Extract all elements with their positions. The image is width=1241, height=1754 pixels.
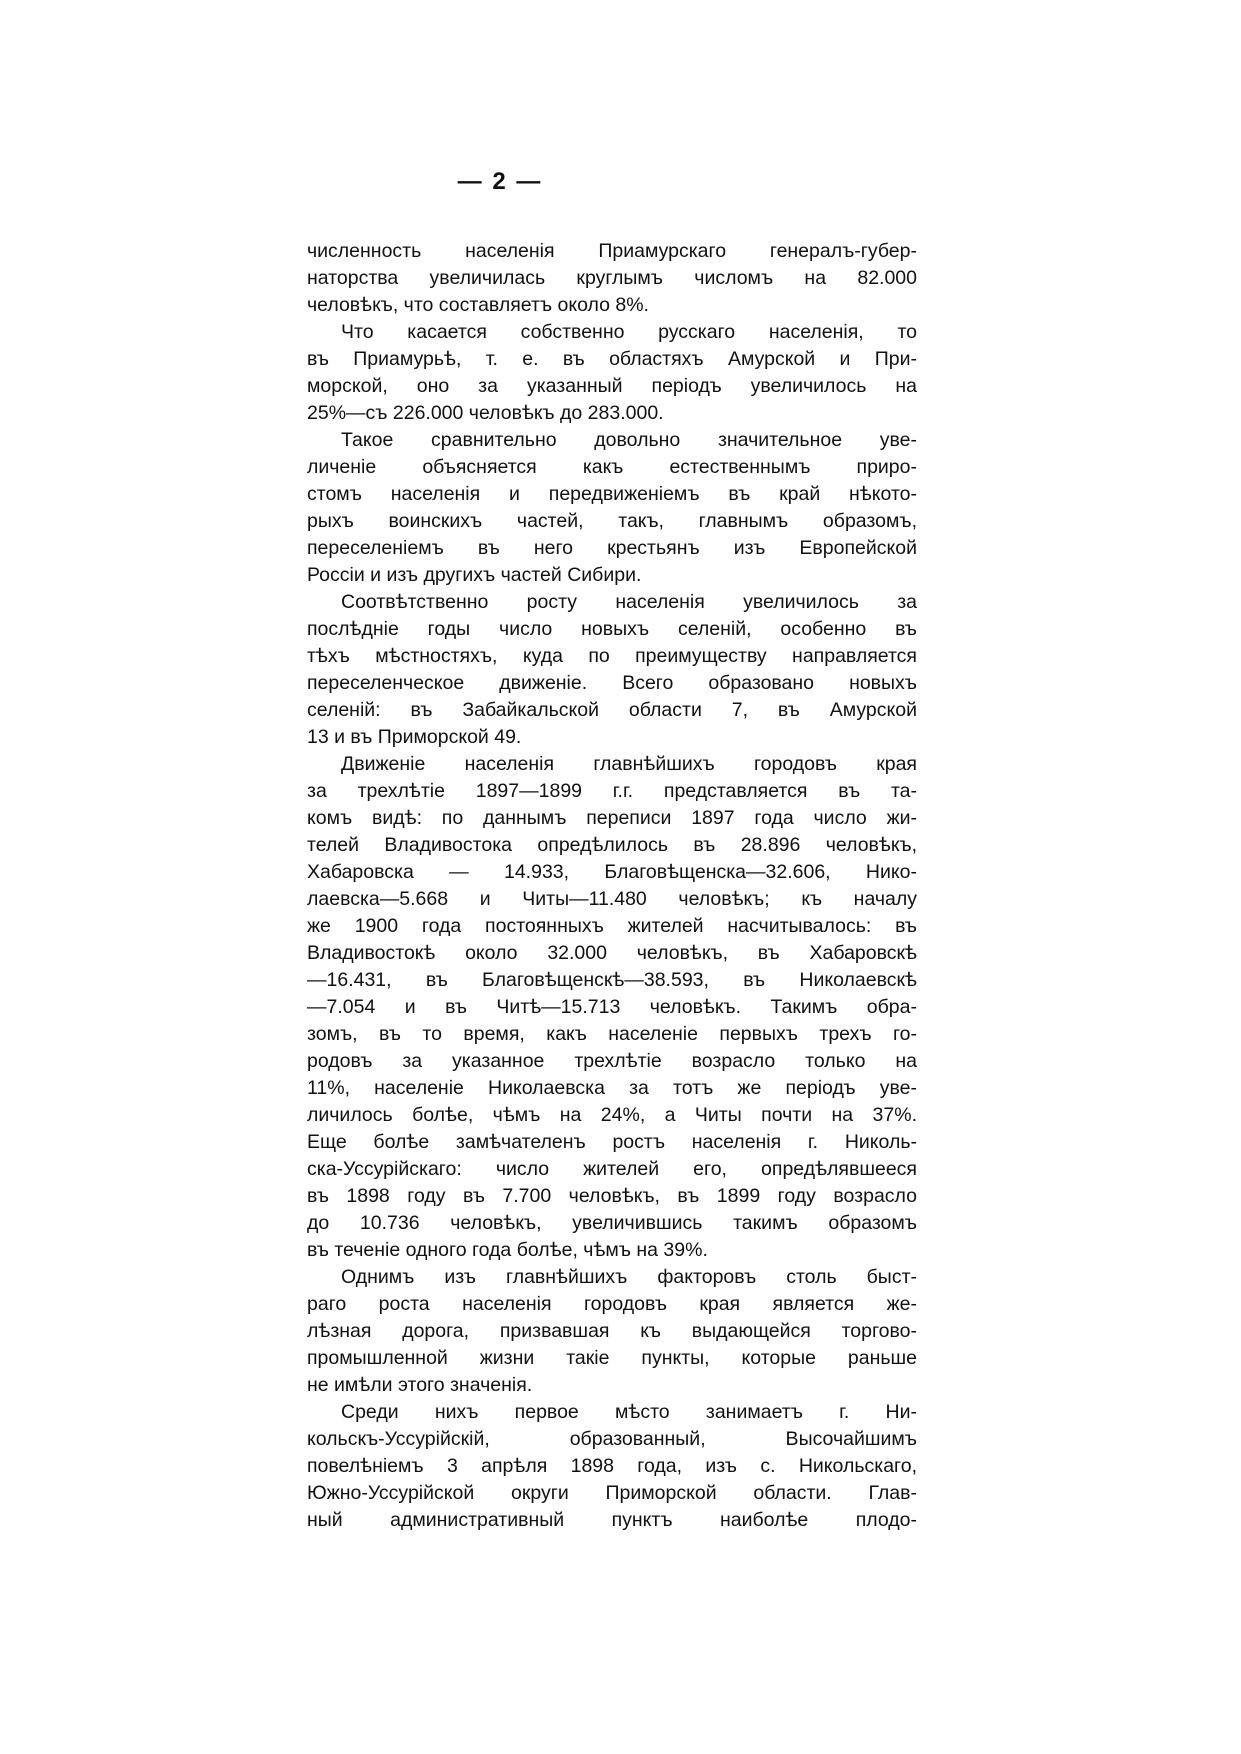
text-line: Владивостокѣ около 32.000 человѣкъ, въ Хабаровскѣ [307, 942, 917, 964]
text-line: за трехлѣтіе 1897—1899 г.г. представляется въ та- [307, 780, 917, 802]
text-line: Еще болѣе замѣчателенъ ростъ населенія г. Николь- [307, 1131, 917, 1153]
text-line: въ теченіе одного года болѣе, чѣмъ на 39%. [307, 1239, 708, 1261]
text-line: Южно-Уссурійской округи Приморской области. Глав- [307, 1482, 917, 1504]
text-line: тѣхъ мѣстностяхъ, куда по преимуществу направляется [307, 645, 917, 667]
text-line: 25%—съ 226.000 человѣкъ до 283.000. [307, 402, 664, 424]
paragraph-4 [307, 589, 917, 751]
text-column [307, 238, 917, 1534]
text-line: рыхъ воинскихъ частей, такъ, главнымъ образомъ, [307, 510, 917, 532]
paragraph-2 [307, 319, 917, 427]
page-number: — 2 — [457, 168, 543, 195]
text-line: Такое сравнительно довольно значительное уве- [341, 429, 917, 451]
text-line: численность населенія Приамурскаго генералъ-губер- [307, 240, 917, 262]
text-line: 13 и въ Приморской 49. [307, 726, 522, 748]
text-line: —7.054 и въ Читѣ—15.713 человѣкъ. Такимъ обра- [307, 996, 917, 1018]
text-line: родовъ за указанное трехлѣтіе возрасло только на [307, 1050, 917, 1072]
text-line: —16.431, въ Благовѣщенскѣ—38.593, въ Николаевскѣ [307, 969, 917, 991]
text-line: послѣдніе годы число новыхъ селеній, особенно въ [307, 618, 917, 640]
text-line: Что касается собственно русскаго населенія, то [341, 321, 917, 343]
text-line: морской, оно за указанный періодъ увеличилось на [307, 375, 917, 397]
paragraph-3 [307, 427, 917, 589]
text-line: Однимъ изъ главнѣйшихъ факторовъ столь быст- [341, 1266, 917, 1288]
text-line: 11%, населеніе Николаевска за тотъ же періодъ уве- [307, 1077, 917, 1099]
text-line: лаевска—5.668 и Читы—11.480 человѣкъ; къ началу [307, 888, 917, 910]
text-line: переселеніемъ въ него крестьянъ изъ Европейской [307, 537, 917, 559]
text-line: телей Владивостока опредѣлилось въ 28.896 человѣкъ, [307, 834, 917, 856]
text-line: не имѣли этого значенія. [307, 1374, 533, 1396]
text-line: зомъ, въ то время, какъ населеніе первыхъ трехъ го- [307, 1023, 917, 1045]
text-line: лѣзная дорога, призвавшая къ выдающейся торгово- [307, 1320, 917, 1342]
text-line: Среди нихъ первое мѣсто занимаетъ г. Ни- [341, 1401, 917, 1423]
text-line: въ Приамурьѣ, т. е. въ областяхъ Амурской и При- [307, 348, 917, 370]
text-line: человѣкъ, что составляетъ около 8%. [307, 294, 649, 316]
paragraph-1 [307, 238, 917, 319]
text-line: Россіи и изъ другихъ частей Сибири. [307, 564, 642, 586]
text-line: повелѣніемъ 3 апрѣля 1898 года, изъ с. Никольскаго, [307, 1455, 917, 1477]
text-line: кольскъ-Уссурійскій, образованный, Высочайшимъ [307, 1428, 917, 1450]
text-line: комъ видѣ: по даннымъ переписи 1897 года число жи- [307, 807, 917, 829]
text-line: личеніе объясняется какъ естественнымъ приро- [307, 456, 917, 478]
text-line: стомъ населенія и передвиженіемъ въ край нѣкото- [307, 483, 917, 505]
paragraph-7 [307, 1399, 917, 1534]
text-line: Движеніе населенія главнѣйшихъ городовъ края [341, 753, 917, 775]
text-line: ный административный пунктъ наиболѣе плодо- [307, 1509, 917, 1531]
text-line: раго роста населенія городовъ края является же- [307, 1293, 917, 1315]
text-line: Хабаровска — 14.933, Благовѣщенска—32.606, Нико- [307, 861, 917, 883]
text-line: личилось болѣе, чѣмъ на 24%, а Читы почти на 37%. [307, 1104, 917, 1126]
paragraph-5 [307, 751, 917, 1264]
text-line: до 10.736 человѣкъ, увеличившись такимъ образомъ [307, 1212, 917, 1234]
text-line: въ 1898 году въ 7.700 человѣкъ, въ 1899 году возрасло [307, 1185, 917, 1207]
paragraph-6 [307, 1264, 917, 1399]
text-line: ска-Уссурійскаго: число жителей его, опредѣлявшееся [307, 1158, 917, 1180]
text-line: наторства увеличилась круглымъ числомъ на 82.000 [307, 267, 917, 289]
text-line: же 1900 года постоянныхъ жителей насчитывалось: въ [307, 915, 917, 937]
text-line: промышленной жизни такіе пункты, которые раньше [307, 1347, 917, 1369]
text-line: переселенческое движеніе. Всего образовано новыхъ [307, 672, 917, 694]
text-line: селеній: въ Забайкальской области 7, въ Амурской [307, 699, 917, 721]
text-line: Соотвѣтственно росту населенія увеличилось за [341, 591, 917, 613]
